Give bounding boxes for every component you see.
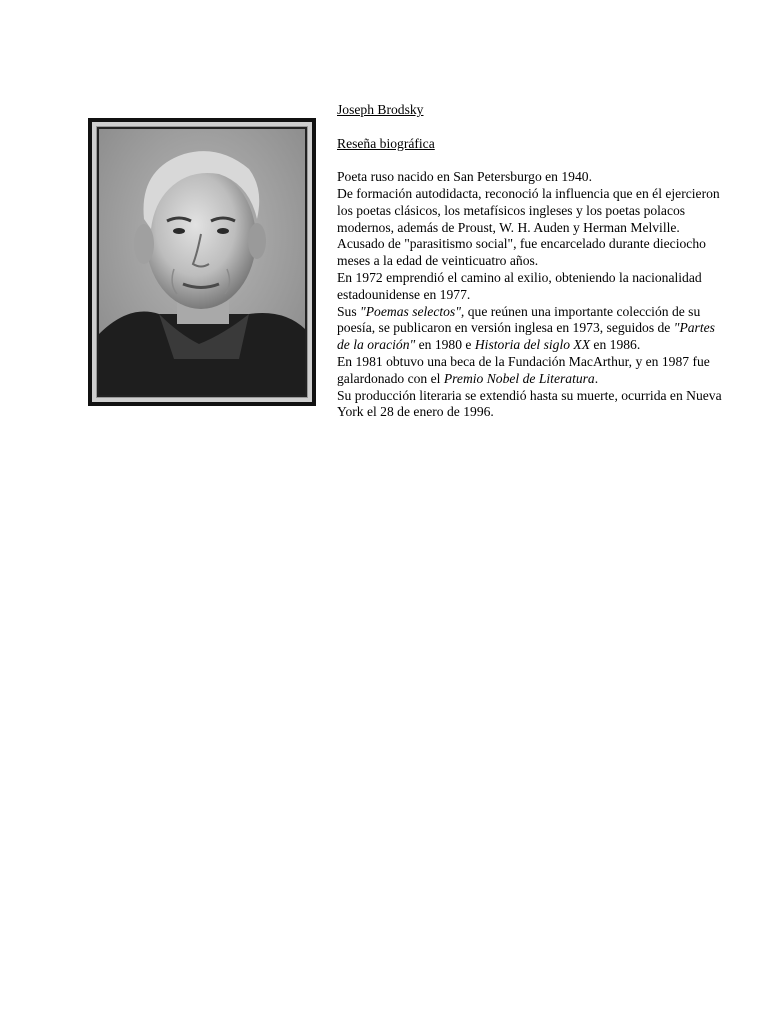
- author-portrait: [88, 118, 316, 406]
- bio-paragraph-education: De formación autodidacta, reconoció la influencia que en él ejercieron los poetas clásicos, los metafísicos ingleses y los poetas polacos modernos, además de Proust, W. H. Auden y Herman Melville.: [337, 185, 720, 235]
- biography-text: [337, 102, 727, 421]
- awards-text-a: En 1981 obtuvo una beca de la Fundación MacArthur, y en 1987 fue galardonado con el: [337, 353, 710, 386]
- author-name: Joseph Brodsky: [337, 102, 424, 117]
- bio-paragraph-exile: En 1972 emprendió el camino al exilio, obteniendo la nacionalidad estadounidense en 1977.: [337, 269, 702, 302]
- works-text-g: en 1986.: [590, 337, 641, 353]
- award-title-nobel: Premio Nobel de Literatura: [443, 370, 595, 386]
- works-title-partes: "Partes de la oración": [337, 320, 715, 353]
- bio-paragraph-awards: [337, 354, 727, 388]
- works-text-e: en 1980 e: [415, 337, 475, 353]
- section-title: Reseña biográfica: [337, 135, 435, 151]
- works-text-a: Sus: [337, 303, 361, 319]
- works-title-poemas: "Poemas selectos",: [360, 303, 465, 319]
- works-text-c: que reúnen una importante colección de su poesía, se publicaron en versión inglesa en 1973, seguidos de: [337, 303, 701, 336]
- bio-paragraph-arrest: Acusado de "parasitismo social", fue encarcelado durante dieciocho meses a la edad de veinticuatro años.: [337, 236, 706, 269]
- portrait-image: [99, 129, 305, 395]
- works-title-historia: Historia del siglo XX: [474, 337, 591, 353]
- bio-paragraph-works: [337, 304, 727, 354]
- bio-paragraph-birth: Poeta ruso nacido en San Petersburgo en 1940.: [337, 169, 592, 185]
- awards-text-c: .: [594, 370, 599, 386]
- bio-paragraph-death: Su producción literaria se extendió hasta su muerte, ocurrida en Nueva York el 28 de enero de 1996.: [337, 387, 722, 420]
